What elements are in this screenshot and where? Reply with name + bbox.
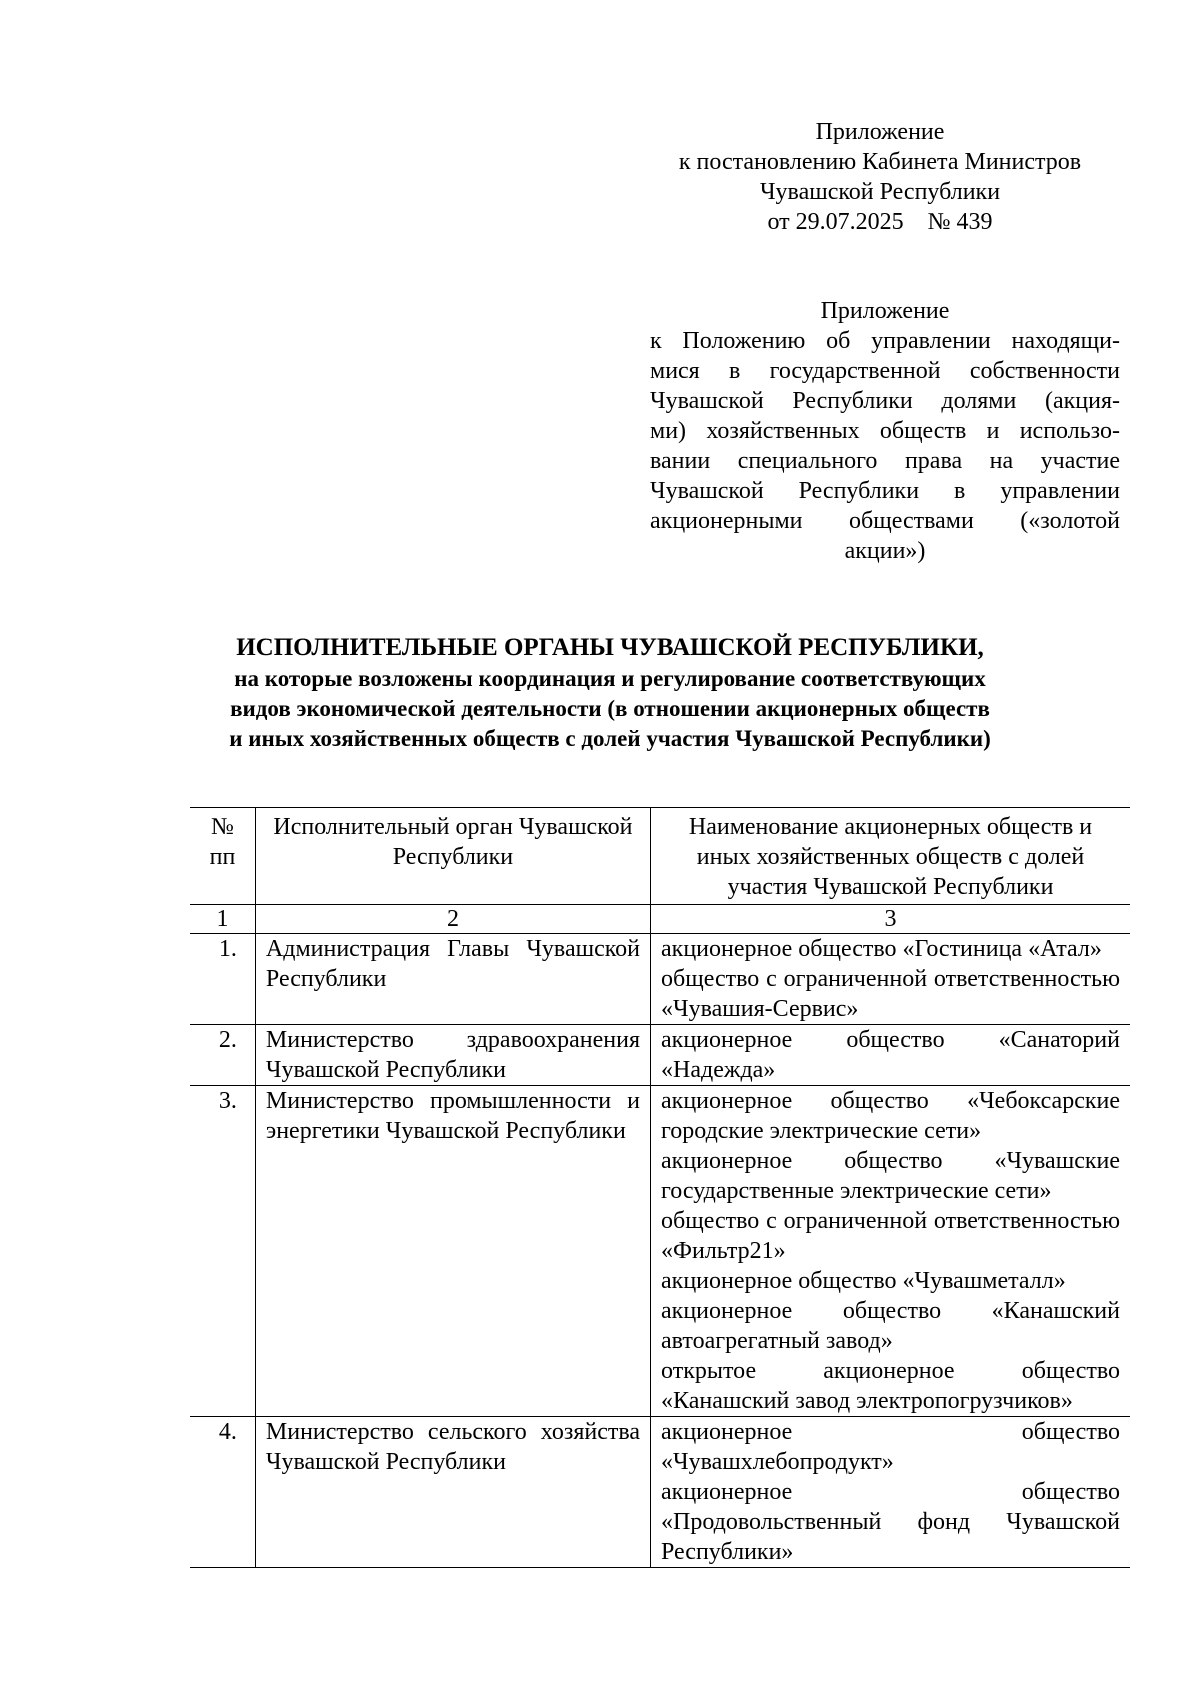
appendix-body-line: к Положению об управлении находящи- xyxy=(650,328,1120,354)
title-main: ИСПОЛНИТЕЛЬНЫЕ ОРГАНЫ ЧУВАШСКОЙ РЕСПУБЛИКИ, xyxy=(236,634,984,661)
company-name: акционерное общество «Чувашхлебопродукт» xyxy=(661,1419,1120,1475)
appendix-heading: Приложение xyxy=(820,298,950,324)
companies-cell xyxy=(651,1417,1130,1568)
appendix-body-line: вании специального права на участие xyxy=(650,448,1120,474)
table-row xyxy=(190,934,1130,1025)
title-subline: видов экономической деятельности (в отношении акционерных обществ xyxy=(230,696,990,721)
company-name: общество с ограниченной ответственностью «Чувашия-Сервис» xyxy=(661,966,1120,1022)
row-number: 2. xyxy=(190,1025,255,1086)
company-name: общество с ограниченной ответственностью «Фильтр21» xyxy=(661,1208,1120,1264)
table-header-row xyxy=(190,808,1130,905)
header-companies: Наименование акционерных обществ и иных хозяйственных обществ с долей участия Чувашской Республики xyxy=(651,808,1130,905)
appendix-body-line: акционерными обществами («золотой xyxy=(650,508,1120,534)
column-number: 3 xyxy=(651,905,1130,934)
appendix-line: Приложение xyxy=(815,119,945,145)
title-subline: и иных хозяйственных обществ с долей участия Чувашской Республики) xyxy=(229,726,991,751)
column-number: 1 xyxy=(190,905,255,934)
company-name: акционерное общество «Продовольственный фонд Чувашской Республики» xyxy=(661,1479,1120,1565)
executive-bodies-table xyxy=(190,807,1130,1568)
table-row xyxy=(190,1086,1130,1417)
companies-cell xyxy=(651,1086,1130,1417)
table-row xyxy=(190,1417,1130,1568)
appendix-body-line: Чувашской Республики долями (акция- xyxy=(650,388,1120,414)
title-subline: на которые возложены координация и регулирование соответствующих xyxy=(234,666,986,691)
company-name: акционерное общество «Чувашметалл» xyxy=(661,1268,1066,1294)
row-number: 4. xyxy=(190,1417,255,1568)
company-name: акционерное общество «Гостиница «Атал» xyxy=(661,936,1102,962)
row-number: 3. xyxy=(190,1086,255,1417)
appendix-to-regulation xyxy=(650,296,1120,566)
appendix-to-resolution xyxy=(640,117,1120,237)
appendix-line: Чувашской Республики xyxy=(759,179,1001,205)
executive-body: Министерство промышленности и энергетики Чувашской Республики xyxy=(255,1086,650,1417)
executive-body: Администрация Главы Чувашской Республики xyxy=(255,934,650,1025)
table-row xyxy=(190,1025,1130,1086)
executive-body: Министерство здравоохранения Чувашской Республики xyxy=(255,1025,650,1086)
companies-cell xyxy=(651,934,1130,1025)
header-number: № пп xyxy=(190,808,255,905)
appendix-body-tail: акции») xyxy=(844,538,926,564)
column-number-row xyxy=(190,905,1130,934)
document-title xyxy=(110,632,1110,754)
company-name: акционерное общество «Санаторий «Надежда» xyxy=(661,1027,1120,1083)
company-name: акционерное общество «Канашский автоагрегатный завод» xyxy=(661,1298,1120,1354)
appendix-body-line: ми) хозяйственных обществ и использо- xyxy=(650,418,1120,444)
appendix-body-line: мися в государственной собственности xyxy=(650,358,1120,384)
appendix-line: к постановлению Кабинета Министров xyxy=(678,149,1082,175)
header-executive-body: Исполнительный орган Чувашской Республики xyxy=(255,808,650,905)
company-name: акционерное общество «Чебоксарские городские электрические сети» xyxy=(661,1088,1120,1144)
company-name: открытое акционерное общество «Канашский завод электропогрузчиков» xyxy=(661,1358,1120,1414)
company-name: акционерное общество «Чувашские государственные электрические сети» xyxy=(661,1148,1120,1204)
companies-cell xyxy=(651,1025,1130,1086)
row-number: 1. xyxy=(190,934,255,1025)
executive-body: Министерство сельского хозяйства Чувашской Республики xyxy=(255,1417,650,1568)
resolution-date-number: от 29.07.2025 № 439 xyxy=(767,209,993,235)
appendix-body-line: Чувашской Республики в управлении xyxy=(650,478,1120,504)
column-number: 2 xyxy=(255,905,650,934)
